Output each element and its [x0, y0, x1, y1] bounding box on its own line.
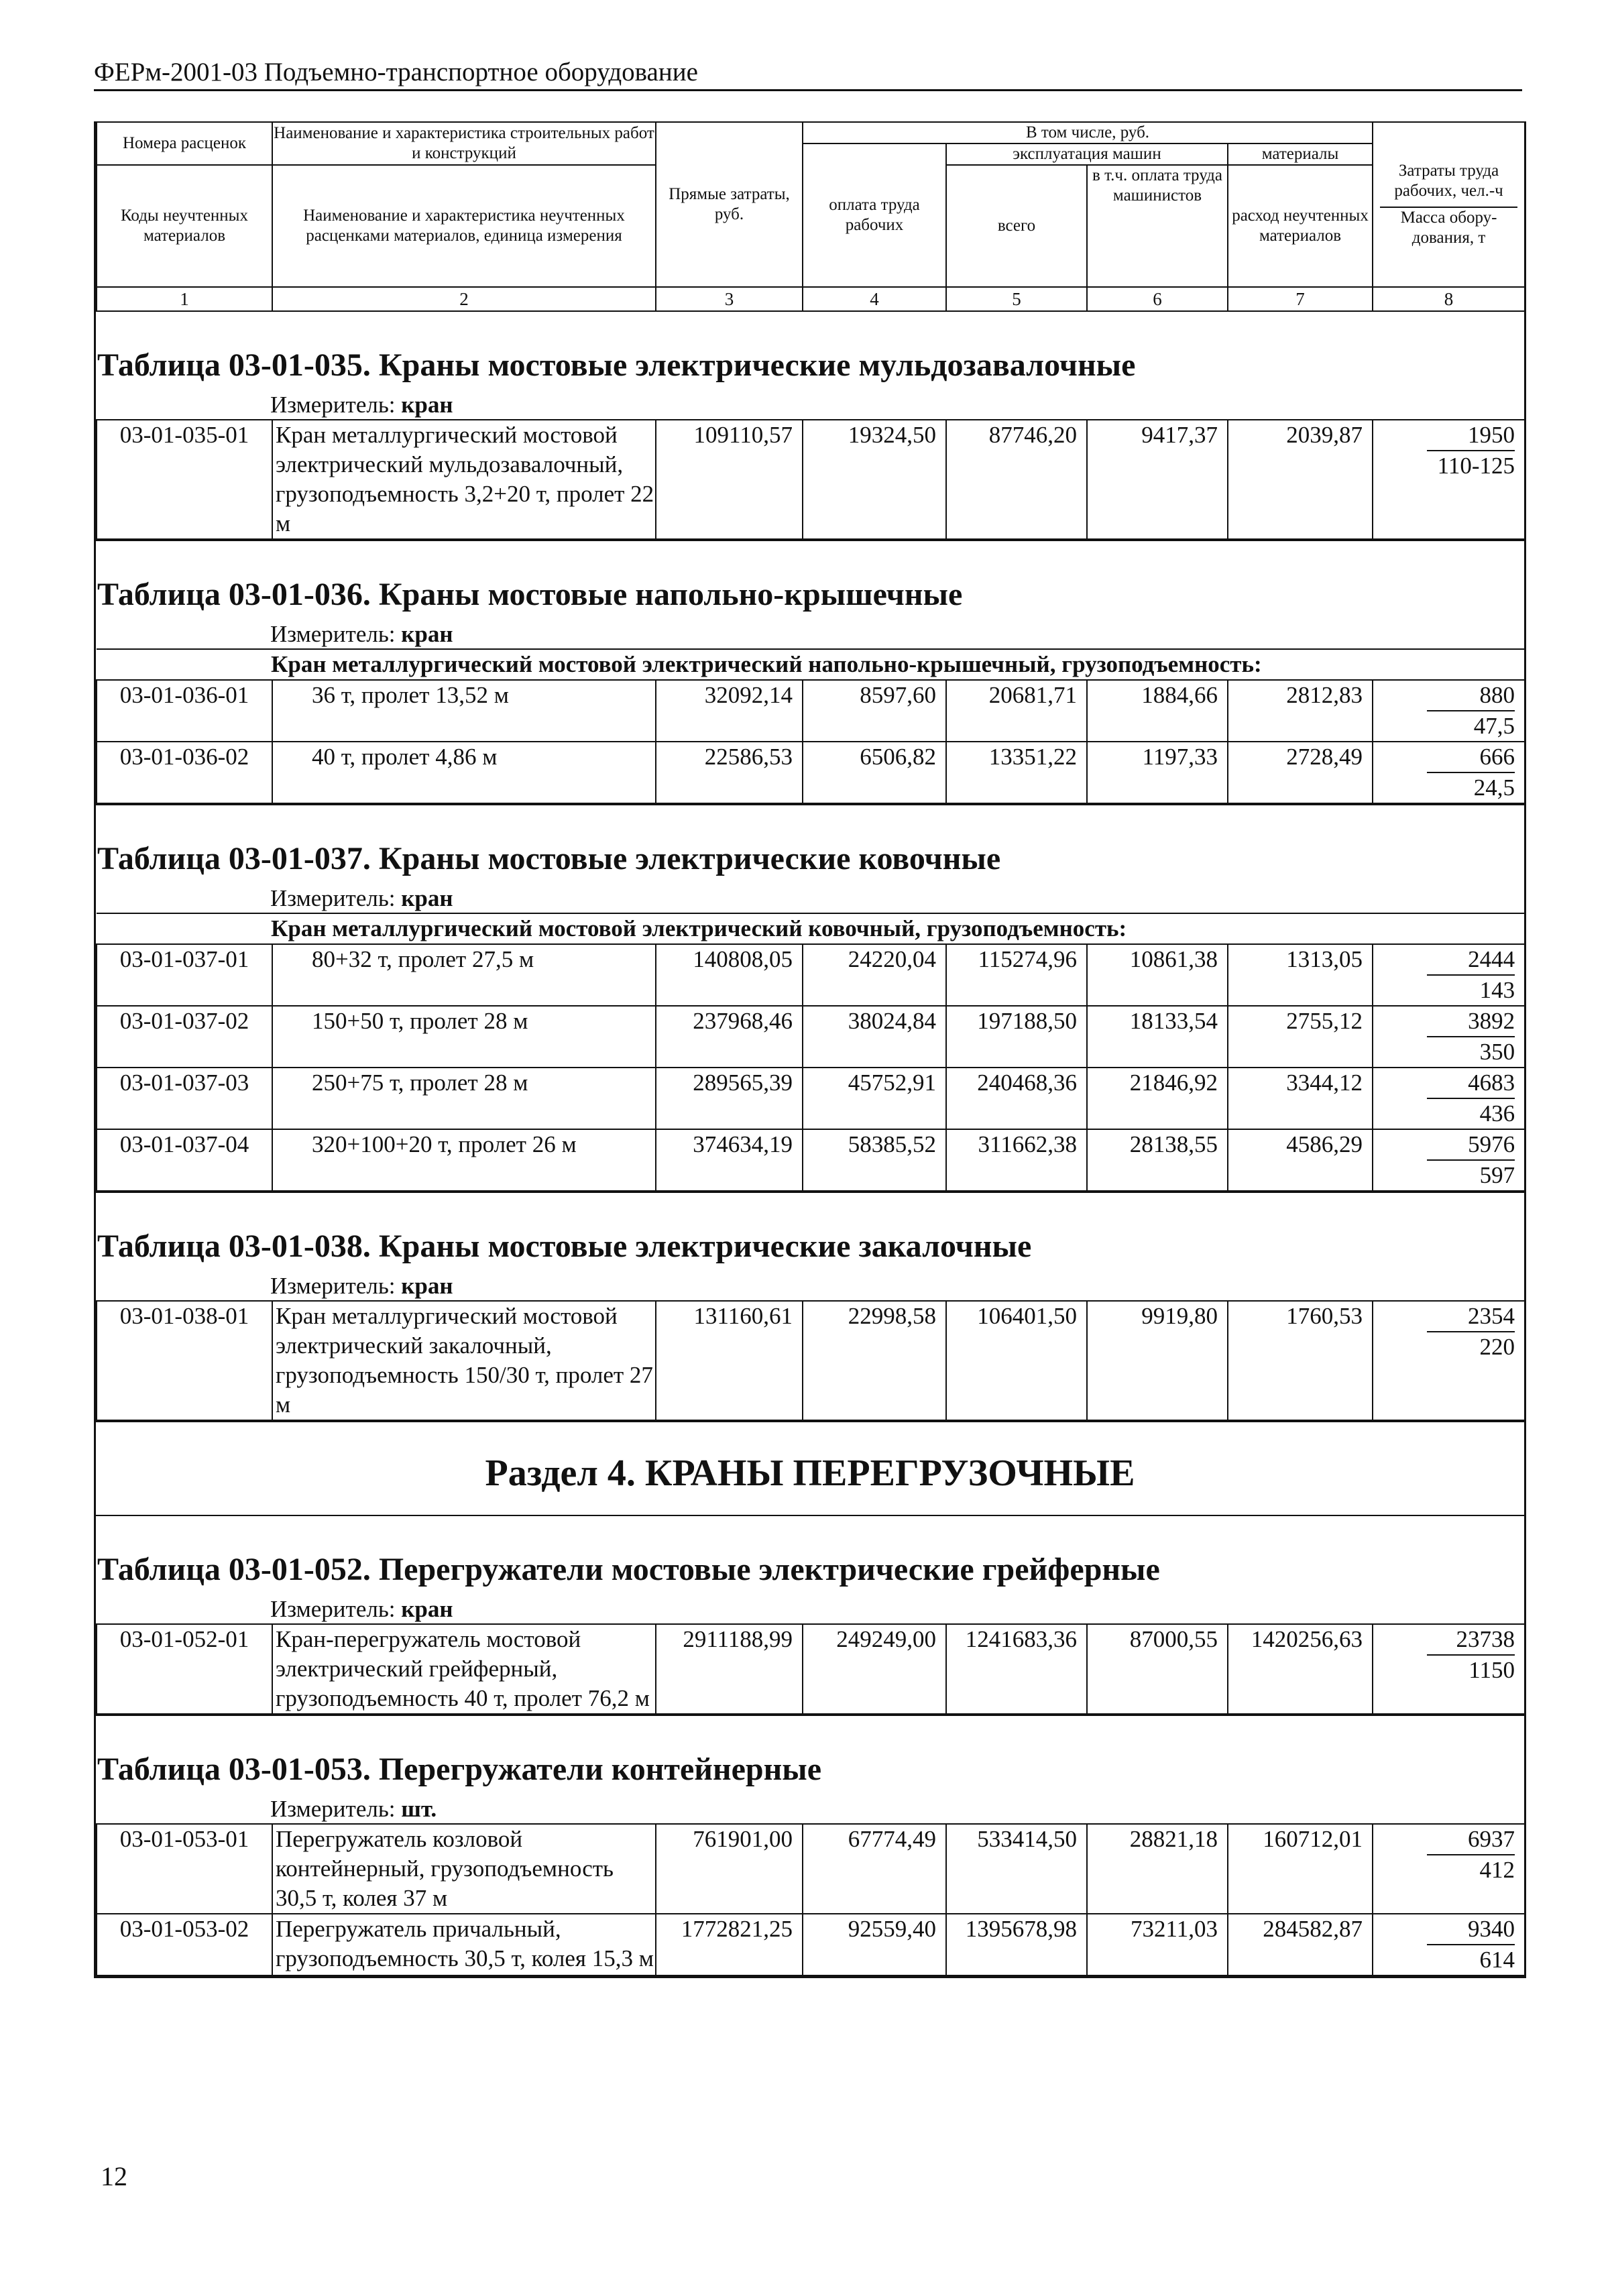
- machines-total: 106401,50: [946, 1301, 1087, 1420]
- labor-and-mass-cell: [1373, 944, 1525, 1006]
- equipment-mass: 24,5: [1473, 774, 1515, 801]
- direct-costs: 761901,00: [656, 1824, 803, 1914]
- rate-code: 03-01-037-02: [97, 1006, 272, 1068]
- work-description: Кран металлургический мостовой электрический мульдозавалочный, грузоподъемность 3,2+20 т, пролет 22 м: [272, 420, 656, 539]
- tables-group-cranes: [96, 312, 1524, 1421]
- unit-value: шт.: [401, 1796, 437, 1822]
- direct-costs: 22586,53: [656, 742, 803, 803]
- header-labor-and-mass: [1373, 122, 1525, 287]
- machines-total: 20681,71: [946, 680, 1087, 742]
- labor-and-mass-cell: [1373, 1301, 1525, 1420]
- column-header: [96, 121, 1525, 312]
- work-description: 150+50 т, пролет 28 м: [272, 1006, 656, 1068]
- machines-total: 1395678,98: [946, 1914, 1087, 1975]
- group-heading: Кран металлургический мостовой электрический напольно-крышечный, грузоподъемность:: [97, 649, 1525, 680]
- machines-total: 87746,20: [946, 420, 1087, 539]
- equipment-mass: 220: [1479, 1334, 1515, 1360]
- unit-value: кран: [401, 885, 453, 911]
- rate-rows: [96, 1623, 1525, 1715]
- labor-and-mass-cell: [1373, 1129, 1525, 1191]
- materials-cost: 2812,83: [1228, 680, 1373, 742]
- column-number: 6: [1087, 287, 1228, 311]
- machines-total: 115274,96: [946, 944, 1087, 1006]
- labor-hours: 1950: [1427, 420, 1515, 451]
- table-title: Таблица 03-01-037. Краны мостовые электрические ковочные: [97, 841, 1001, 876]
- labor-hours: 666: [1427, 742, 1515, 773]
- table-row: [97, 742, 1525, 803]
- table-row: [97, 680, 1525, 742]
- header-unaccounted-materials: расход неучтенных материалов: [1228, 165, 1373, 287]
- labor-and-mass-cell: [1373, 1624, 1525, 1714]
- materials-cost: 4586,29: [1228, 1129, 1373, 1191]
- unit-of-measure: [96, 620, 1524, 648]
- unit-of-measure: [96, 391, 1524, 419]
- direct-costs: 32092,14: [656, 680, 803, 742]
- equipment-mass: 597: [1479, 1162, 1515, 1188]
- header-labor-wages: оплата труда рабочих: [803, 144, 946, 287]
- column-number: 7: [1228, 287, 1373, 311]
- labor-hours: 4683: [1427, 1068, 1515, 1099]
- group-heading-row: [97, 649, 1525, 680]
- unit-value: кран: [401, 1273, 453, 1299]
- group-heading-row: [97, 913, 1525, 944]
- table-row: [97, 1914, 1525, 1975]
- labor-and-mass-cell: [1373, 1006, 1525, 1068]
- labor-wages: 8597,60: [803, 680, 946, 742]
- materials-cost: 160712,01: [1228, 1824, 1373, 1914]
- labor-hours: 5976: [1427, 1130, 1515, 1161]
- rate-rows: [96, 648, 1525, 804]
- work-description: 320+100+20 т, пролет 26 м: [272, 1129, 656, 1191]
- price-table: [96, 1192, 1524, 1421]
- rate-code: 03-01-053-01: [97, 1824, 272, 1914]
- unit-value: кран: [401, 1596, 453, 1622]
- labor-hours: 9340: [1427, 1914, 1515, 1945]
- table-title: Таблица 03-01-053. Перегружатели контейнерные: [97, 1752, 822, 1787]
- unit-label: Измеритель:: [270, 1796, 396, 1822]
- rate-rows: [96, 419, 1525, 540]
- unit-of-measure: [96, 1595, 1524, 1623]
- labor-hours: 880: [1427, 681, 1515, 711]
- price-table-sheet: [94, 121, 1526, 1978]
- equipment-mass: 47,5: [1473, 713, 1515, 739]
- equipment-mass: 436: [1479, 1100, 1515, 1127]
- table-row: [97, 1129, 1525, 1191]
- labor-wages: 58385,52: [803, 1129, 946, 1191]
- labor-hours: 2354: [1427, 1302, 1515, 1332]
- operator-wages: 9919,80: [1087, 1301, 1228, 1420]
- unit-value: кран: [401, 392, 453, 418]
- column-number: 8: [1373, 287, 1525, 311]
- tables-group-transshippers: [96, 1515, 1524, 1976]
- operator-wages: 28821,18: [1087, 1824, 1228, 1914]
- rate-code: 03-01-037-03: [97, 1068, 272, 1129]
- table-title: Таблица 03-01-052. Перегружатели мостовые электрические грейферные: [97, 1552, 1160, 1587]
- labor-and-mass-cell: [1373, 680, 1525, 742]
- equipment-mass: 350: [1479, 1039, 1515, 1065]
- labor-wages: 38024,84: [803, 1006, 946, 1068]
- price-table: [96, 1715, 1524, 1976]
- labor-wages: 45752,91: [803, 1068, 946, 1129]
- table-title: Таблица 03-01-035. Краны мостовые электрические мульдозавалочные: [97, 347, 1136, 383]
- labor-and-mass-cell: [1373, 1824, 1525, 1914]
- rate-code: 03-01-052-01: [97, 1624, 272, 1714]
- operator-wages: 1197,33: [1087, 742, 1228, 803]
- header-material-codes: Коды неучтенных материалов: [97, 165, 272, 287]
- direct-costs: 140808,05: [656, 944, 803, 1006]
- table-title: Таблица 03-01-036. Краны мостовые напольно-крышечные: [97, 577, 963, 612]
- materials-cost: 2755,12: [1228, 1006, 1373, 1068]
- work-description: Перегружатель козловой контейнерный, грузоподъемность 30,5 т, колея 37 м: [272, 1824, 656, 1914]
- labor-hours: 2444: [1427, 945, 1515, 976]
- equipment-mass: 412: [1479, 1857, 1515, 1883]
- materials-cost: 2728,49: [1228, 742, 1373, 803]
- rate-code: 03-01-036-02: [97, 742, 272, 803]
- machines-total: 197188,50: [946, 1006, 1087, 1068]
- direct-costs: 289565,39: [656, 1068, 803, 1129]
- header-operator-wages: в т.ч. оплата труда машинистов: [1087, 165, 1228, 287]
- labor-hours: 3892: [1427, 1007, 1515, 1037]
- equipment-mass: 614: [1479, 1947, 1515, 1973]
- labor-and-mass-cell: [1373, 742, 1525, 803]
- machines-total: 13351,22: [946, 742, 1087, 803]
- direct-costs: 237968,46: [656, 1006, 803, 1068]
- machines-total: 240468,36: [946, 1068, 1087, 1129]
- work-description: 80+32 т, пролет 27,5 м: [272, 944, 656, 1006]
- unit-of-measure: [96, 1272, 1524, 1300]
- labor-wages: 92559,40: [803, 1914, 946, 1975]
- direct-costs: 2911188,99: [656, 1624, 803, 1714]
- unit-value: кран: [401, 621, 453, 647]
- machines-total: 311662,38: [946, 1129, 1087, 1191]
- header-labor-hours: Затраты труда рабочих, чел.-ч: [1394, 162, 1503, 200]
- rate-rows: [96, 913, 1525, 1192]
- direct-costs: 131160,61: [656, 1301, 803, 1420]
- section-title: Раздел 4. КРАНЫ ПЕРЕГРУЗОЧНЫЕ: [96, 1421, 1524, 1515]
- header-mass: Масса обору-дования, т: [1380, 207, 1517, 248]
- column-number: 4: [803, 287, 946, 311]
- unit-of-measure: [96, 1795, 1524, 1823]
- operator-wages: 87000,55: [1087, 1624, 1228, 1714]
- materials-cost: 1760,53: [1228, 1301, 1373, 1420]
- labor-wages: 19324,50: [803, 420, 946, 539]
- rate-code: 03-01-036-01: [97, 680, 272, 742]
- table-row: [97, 1624, 1525, 1714]
- materials-cost: 2039,87: [1228, 420, 1373, 539]
- column-number: 2: [272, 287, 656, 311]
- table-row: [97, 1824, 1525, 1914]
- direct-costs: 1772821,25: [656, 1914, 803, 1975]
- header-material-names: Наименование и характеристика неучтенных расценками материалов, единица измерения: [272, 165, 656, 287]
- work-description: Кран металлургический мостовой электрический закалочный, грузоподъемность 150/30 т, пролет 27 м: [272, 1301, 656, 1420]
- operator-wages: 10861,38: [1087, 944, 1228, 1006]
- equipment-mass: 110-125: [1437, 453, 1515, 479]
- operator-wages: 18133,54: [1087, 1006, 1228, 1068]
- header-work-name: Наименование и характеристика строительных работ и конструкций: [272, 122, 656, 165]
- operator-wages: 73211,03: [1087, 1914, 1228, 1975]
- direct-costs: 374634,19: [656, 1129, 803, 1191]
- labor-wages: 67774,49: [803, 1824, 946, 1914]
- rate-code: 03-01-035-01: [97, 420, 272, 539]
- labor-wages: 24220,04: [803, 944, 946, 1006]
- materials-cost: 1420256,63: [1228, 1624, 1373, 1714]
- price-table: [96, 312, 1524, 540]
- rate-rows: [96, 1823, 1525, 1976]
- rate-code: 03-01-038-01: [97, 1301, 272, 1420]
- labor-wages: 6506,82: [803, 742, 946, 803]
- price-table: [96, 804, 1524, 1192]
- header-including: В том числе, руб.: [803, 122, 1373, 144]
- work-description: 40 т, пролет 4,86 м: [272, 742, 656, 803]
- table-row: [97, 1301, 1525, 1420]
- rate-code: 03-01-037-04: [97, 1129, 272, 1191]
- running-head: ФЕРм-2001-03 Подъемно-транспортное оборудование: [94, 58, 1522, 91]
- column-number: 1: [97, 287, 272, 311]
- header-direct-costs: Прямые затраты, руб.: [656, 122, 803, 287]
- operator-wages: 9417,37: [1087, 420, 1228, 539]
- direct-costs: 109110,57: [656, 420, 803, 539]
- group-heading: Кран металлургический мостовой электрический ковочный, грузоподъемность:: [97, 913, 1525, 944]
- unit-of-measure: [96, 884, 1524, 913]
- labor-wages: 22998,58: [803, 1301, 946, 1420]
- work-description: Кран-перегружатель мостовой электрический грейферный, грузоподъемность 40 т, пролет 76,2 м: [272, 1624, 656, 1714]
- materials-cost: 3344,12: [1228, 1068, 1373, 1129]
- work-description: 250+75 т, пролет 28 м: [272, 1068, 656, 1129]
- rate-code: 03-01-037-01: [97, 944, 272, 1006]
- labor-and-mass-cell: [1373, 420, 1525, 539]
- operator-wages: 28138,55: [1087, 1129, 1228, 1191]
- table-row: [97, 1068, 1525, 1129]
- unit-label: Измеритель:: [270, 1596, 396, 1622]
- equipment-mass: 143: [1479, 977, 1515, 1003]
- column-number: 3: [656, 287, 803, 311]
- column-number: 5: [946, 287, 1087, 311]
- unit-label: Измеритель:: [270, 392, 396, 418]
- operator-wages: 21846,92: [1087, 1068, 1228, 1129]
- rate-code: 03-01-053-02: [97, 1914, 272, 1975]
- price-table: [96, 1515, 1524, 1715]
- column-numbers: [97, 287, 1525, 311]
- materials-cost: 1313,05: [1228, 944, 1373, 1006]
- header-rate-numbers: Номера расценок: [97, 122, 272, 165]
- labor-and-mass-cell: [1373, 1914, 1525, 1975]
- table-row: [97, 420, 1525, 539]
- labor-hours: 6937: [1427, 1825, 1515, 1855]
- unit-label: Измеритель:: [270, 1273, 396, 1299]
- work-description: 36 т, пролет 13,52 м: [272, 680, 656, 742]
- machines-total: 533414,50: [946, 1824, 1087, 1914]
- operator-wages: 1884,66: [1087, 680, 1228, 742]
- unit-label: Измеритель:: [270, 621, 396, 647]
- equipment-mass: 1150: [1468, 1657, 1515, 1683]
- rate-rows: [96, 1300, 1525, 1421]
- labor-wages: 249249,00: [803, 1624, 946, 1714]
- unit-label: Измеритель:: [270, 885, 396, 911]
- table-row: [97, 1006, 1525, 1068]
- materials-cost: 284582,87: [1228, 1914, 1373, 1975]
- labor-hours: 23738: [1427, 1625, 1515, 1656]
- work-description: Перегружатель причальный, грузоподъемность 30,5 т, колея 15,3 м: [272, 1914, 656, 1975]
- page-number: 12: [101, 2161, 127, 2191]
- table-title: Таблица 03-01-038. Краны мостовые электрические закалочные: [97, 1228, 1032, 1264]
- machines-total: 1241683,36: [946, 1624, 1087, 1714]
- header-machines-total: всего: [946, 165, 1087, 287]
- table-row: [97, 944, 1525, 1006]
- header-machine-operation: эксплуатация машин: [946, 144, 1228, 165]
- price-table: [96, 540, 1524, 804]
- header-materials: материалы: [1228, 144, 1373, 165]
- labor-and-mass-cell: [1373, 1068, 1525, 1129]
